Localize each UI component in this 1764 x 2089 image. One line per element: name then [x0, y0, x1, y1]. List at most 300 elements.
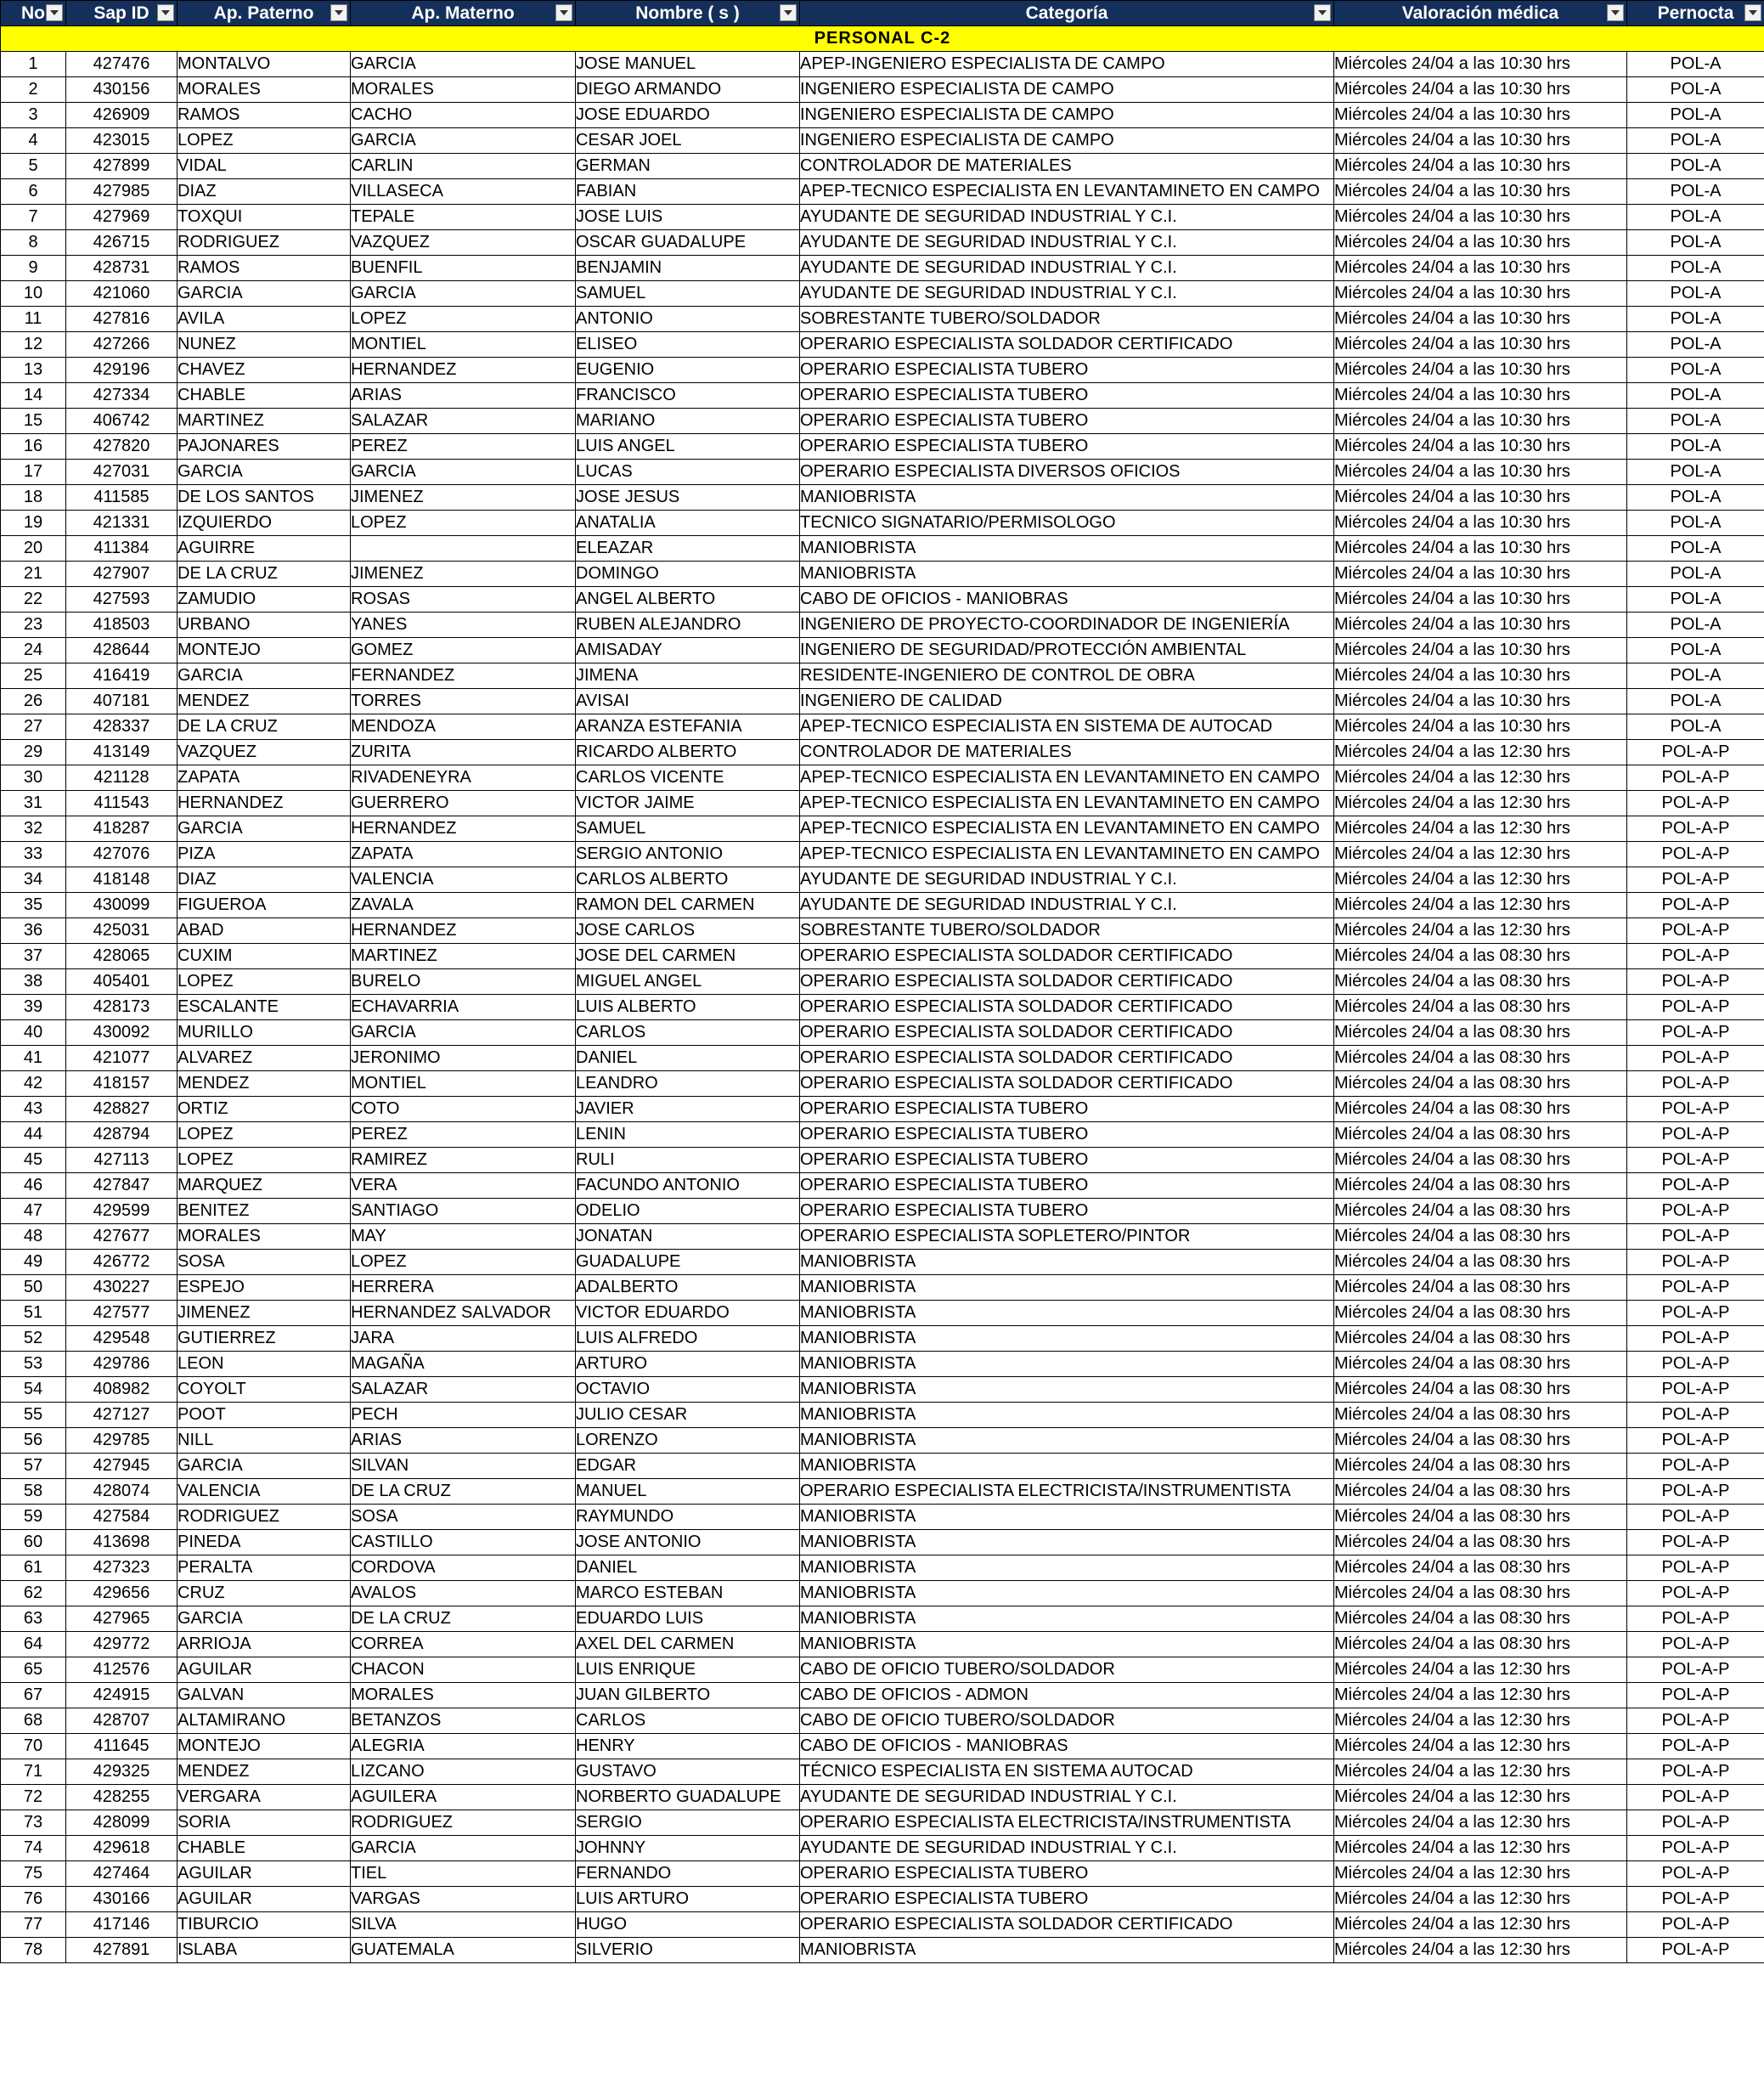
- cell-categoria[interactable]: OPERARIO ESPECIALISTA TUBERO: [800, 1173, 1334, 1199]
- cell-ap-materno[interactable]: HERNANDEZ SALVADOR: [351, 1301, 576, 1326]
- cell-no[interactable]: 68: [1, 1708, 66, 1734]
- cell-pernocta[interactable]: POL-A-P: [1627, 1581, 1764, 1606]
- cell-nombre[interactable]: LUIS ALFREDO: [576, 1326, 800, 1352]
- cell-categoria[interactable]: APEP-TECNICO ESPECIALISTA EN LEVANTAMINETO EN CAMPO: [800, 179, 1334, 205]
- cell-ap-materno[interactable]: RAMIREZ: [351, 1148, 576, 1173]
- cell-ap-materno[interactable]: RODRIGUEZ: [351, 1810, 576, 1836]
- cell-ap-paterno[interactable]: LOPEZ: [178, 1148, 351, 1173]
- cell-sap-id[interactable]: 427965: [66, 1606, 178, 1632]
- cell-nombre[interactable]: JOSE LUIS: [576, 205, 800, 230]
- cell-nombre[interactable]: ELEAZAR: [576, 536, 800, 562]
- cell-ap-paterno[interactable]: AGUIRRE: [178, 536, 351, 562]
- cell-sap-id[interactable]: 430166: [66, 1887, 178, 1912]
- cell-categoria[interactable]: AYUDANTE DE SEGURIDAD INDUSTRIAL Y C.I.: [800, 205, 1334, 230]
- cell-ap-paterno[interactable]: ZAMUDIO: [178, 587, 351, 613]
- cell-sap-id[interactable]: 427847: [66, 1173, 178, 1199]
- cell-no[interactable]: 70: [1, 1734, 66, 1759]
- cell-pernocta[interactable]: POL-A-P: [1627, 1887, 1764, 1912]
- cell-sap-id[interactable]: 428827: [66, 1097, 178, 1122]
- cell-sap-id[interactable]: 428644: [66, 638, 178, 663]
- cell-pernocta[interactable]: POL-A-P: [1627, 1606, 1764, 1632]
- cell-nombre[interactable]: EDUARDO LUIS: [576, 1606, 800, 1632]
- cell-sap-id[interactable]: 427113: [66, 1148, 178, 1173]
- cell-categoria[interactable]: APEP-INGENIERO ESPECIALISTA DE CAMPO: [800, 52, 1334, 77]
- cell-categoria[interactable]: AYUDANTE DE SEGURIDAD INDUSTRIAL Y C.I.: [800, 256, 1334, 281]
- cell-valoracion[interactable]: Miércoles 24/04 a las 12:30 hrs: [1334, 918, 1627, 944]
- cell-sap-id[interactable]: 427593: [66, 587, 178, 613]
- cell-ap-materno[interactable]: TIEL: [351, 1861, 576, 1887]
- cell-ap-paterno[interactable]: PAJONARES: [178, 434, 351, 460]
- cell-categoria[interactable]: MANIOBRISTA: [800, 485, 1334, 511]
- cell-nombre[interactable]: MANUEL: [576, 1479, 800, 1505]
- cell-sap-id[interactable]: 413149: [66, 740, 178, 765]
- cell-valoracion[interactable]: Miércoles 24/04 a las 12:30 hrs: [1334, 1657, 1627, 1683]
- cell-sap-id[interactable]: 425031: [66, 918, 178, 944]
- cell-ap-materno[interactable]: HERNANDEZ: [351, 816, 576, 842]
- cell-categoria[interactable]: OPERARIO ESPECIALISTA SOLDADOR CERTIFICADO: [800, 1020, 1334, 1046]
- cell-valoracion[interactable]: Miércoles 24/04 a las 08:30 hrs: [1334, 1428, 1627, 1454]
- cell-ap-paterno[interactable]: TOXQUI: [178, 205, 351, 230]
- cell-no[interactable]: 1: [1, 52, 66, 77]
- cell-ap-paterno[interactable]: RODRIGUEZ: [178, 230, 351, 256]
- cell-no[interactable]: 42: [1, 1071, 66, 1097]
- cell-no[interactable]: 56: [1, 1428, 66, 1454]
- cell-pernocta[interactable]: POL-A: [1627, 154, 1764, 179]
- cell-ap-materno[interactable]: HERNANDEZ: [351, 918, 576, 944]
- cell-sap-id[interactable]: 406742: [66, 409, 178, 434]
- cell-ap-paterno[interactable]: VERGARA: [178, 1785, 351, 1810]
- cell-ap-paterno[interactable]: DE LOS SANTOS: [178, 485, 351, 511]
- cell-pernocta[interactable]: POL-A-P: [1627, 969, 1764, 995]
- cell-ap-materno[interactable]: MORALES: [351, 77, 576, 103]
- cell-ap-materno[interactable]: GARCIA: [351, 52, 576, 77]
- cell-categoria[interactable]: OPERARIO ESPECIALISTA SOLDADOR CERTIFICADO: [800, 969, 1334, 995]
- cell-sap-id[interactable]: 427891: [66, 1938, 178, 1963]
- cell-sap-id[interactable]: 428173: [66, 995, 178, 1020]
- cell-nombre[interactable]: LUIS ARTURO: [576, 1887, 800, 1912]
- cell-nombre[interactable]: JONATAN: [576, 1224, 800, 1250]
- cell-sap-id[interactable]: 418503: [66, 613, 178, 638]
- cell-nombre[interactable]: VICTOR JAIME: [576, 791, 800, 816]
- cell-nombre[interactable]: DIEGO ARMANDO: [576, 77, 800, 103]
- cell-ap-materno[interactable]: VARGAS: [351, 1887, 576, 1912]
- cell-ap-paterno[interactable]: SORIA: [178, 1810, 351, 1836]
- cell-categoria[interactable]: MANIOBRISTA: [800, 1326, 1334, 1352]
- cell-ap-paterno[interactable]: MARQUEZ: [178, 1173, 351, 1199]
- cell-ap-materno[interactable]: GARCIA: [351, 1020, 576, 1046]
- cell-ap-paterno[interactable]: ARRIOJA: [178, 1632, 351, 1657]
- cell-valoracion[interactable]: Miércoles 24/04 a las 10:30 hrs: [1334, 638, 1627, 663]
- cell-sap-id[interactable]: 427899: [66, 154, 178, 179]
- cell-pernocta[interactable]: POL-A: [1627, 256, 1764, 281]
- cell-sap-id[interactable]: 427820: [66, 434, 178, 460]
- cell-ap-materno[interactable]: ECHAVARRIA: [351, 995, 576, 1020]
- cell-nombre[interactable]: JULIO CESAR: [576, 1403, 800, 1428]
- cell-categoria[interactable]: CONTROLADOR DE MATERIALES: [800, 154, 1334, 179]
- cell-no[interactable]: 39: [1, 995, 66, 1020]
- cell-no[interactable]: 48: [1, 1224, 66, 1250]
- cell-pernocta[interactable]: POL-A-P: [1627, 1173, 1764, 1199]
- cell-categoria[interactable]: CABO DE OFICIOS - MANIOBRAS: [800, 587, 1334, 613]
- cell-valoracion[interactable]: Miércoles 24/04 a las 08:30 hrs: [1334, 1250, 1627, 1275]
- cell-sap-id[interactable]: 411543: [66, 791, 178, 816]
- cell-ap-paterno[interactable]: RAMOS: [178, 256, 351, 281]
- cell-sap-id[interactable]: 427266: [66, 332, 178, 358]
- cell-no[interactable]: 2: [1, 77, 66, 103]
- cell-nombre[interactable]: FRANCISCO: [576, 383, 800, 409]
- cell-nombre[interactable]: LUIS ALBERTO: [576, 995, 800, 1020]
- cell-no[interactable]: 17: [1, 460, 66, 485]
- cell-sap-id[interactable]: 429599: [66, 1199, 178, 1224]
- cell-valoracion[interactable]: Miércoles 24/04 a las 08:30 hrs: [1334, 1352, 1627, 1377]
- cell-no[interactable]: 30: [1, 765, 66, 791]
- cell-no[interactable]: 49: [1, 1250, 66, 1275]
- cell-pernocta[interactable]: POL-A: [1627, 358, 1764, 383]
- cell-ap-paterno[interactable]: TIBURCIO: [178, 1912, 351, 1938]
- cell-no[interactable]: 29: [1, 740, 66, 765]
- cell-nombre[interactable]: MARCO ESTEBAN: [576, 1581, 800, 1606]
- cell-no[interactable]: 16: [1, 434, 66, 460]
- cell-valoracion[interactable]: Miércoles 24/04 a las 10:30 hrs: [1334, 460, 1627, 485]
- cell-pernocta[interactable]: POL-A-P: [1627, 1479, 1764, 1505]
- cell-no[interactable]: 59: [1, 1505, 66, 1530]
- cell-ap-materno[interactable]: AGUILERA: [351, 1785, 576, 1810]
- cell-sap-id[interactable]: 429548: [66, 1326, 178, 1352]
- cell-pernocta[interactable]: POL-A: [1627, 638, 1764, 663]
- cell-nombre[interactable]: CARLOS: [576, 1020, 800, 1046]
- cell-ap-materno[interactable]: CASTILLO: [351, 1530, 576, 1555]
- cell-nombre[interactable]: JAVIER: [576, 1097, 800, 1122]
- cell-valoracion[interactable]: Miércoles 24/04 a las 10:30 hrs: [1334, 128, 1627, 154]
- cell-sap-id[interactable]: 427476: [66, 52, 178, 77]
- cell-no[interactable]: 78: [1, 1938, 66, 1963]
- cell-valoracion[interactable]: Miércoles 24/04 a las 10:30 hrs: [1334, 383, 1627, 409]
- cell-valoracion[interactable]: Miércoles 24/04 a las 08:30 hrs: [1334, 1377, 1627, 1403]
- cell-sap-id[interactable]: 418148: [66, 867, 178, 893]
- filter-dropdown-icon[interactable]: [780, 4, 797, 21]
- cell-ap-materno[interactable]: VALENCIA: [351, 867, 576, 893]
- cell-sap-id[interactable]: 429656: [66, 1581, 178, 1606]
- cell-no[interactable]: 14: [1, 383, 66, 409]
- cell-categoria[interactable]: INGENIERO ESPECIALISTA DE CAMPO: [800, 128, 1334, 154]
- cell-ap-paterno[interactable]: IZQUIERDO: [178, 511, 351, 536]
- cell-nombre[interactable]: CESAR JOEL: [576, 128, 800, 154]
- cell-no[interactable]: 22: [1, 587, 66, 613]
- cell-ap-materno[interactable]: MAY: [351, 1224, 576, 1250]
- cell-nombre[interactable]: ANGEL ALBERTO: [576, 587, 800, 613]
- cell-nombre[interactable]: ARTURO: [576, 1352, 800, 1377]
- cell-pernocta[interactable]: POL-A-P: [1627, 1861, 1764, 1887]
- cell-ap-materno[interactable]: ROSAS: [351, 587, 576, 613]
- cell-nombre[interactable]: ANATALIA: [576, 511, 800, 536]
- cell-valoracion[interactable]: Miércoles 24/04 a las 12:30 hrs: [1334, 740, 1627, 765]
- cell-ap-materno[interactable]: ARIAS: [351, 1428, 576, 1454]
- cell-ap-paterno[interactable]: HERNANDEZ: [178, 791, 351, 816]
- cell-no[interactable]: 60: [1, 1530, 66, 1555]
- filter-dropdown-icon[interactable]: [1607, 4, 1624, 21]
- cell-ap-paterno[interactable]: MENDEZ: [178, 1759, 351, 1785]
- cell-categoria[interactable]: AYUDANTE DE SEGURIDAD INDUSTRIAL Y C.I.: [800, 230, 1334, 256]
- cell-valoracion[interactable]: Miércoles 24/04 a las 12:30 hrs: [1334, 1785, 1627, 1810]
- cell-valoracion[interactable]: Miércoles 24/04 a las 12:30 hrs: [1334, 1708, 1627, 1734]
- cell-no[interactable]: 33: [1, 842, 66, 867]
- cell-ap-paterno[interactable]: RODRIGUEZ: [178, 1505, 351, 1530]
- cell-ap-paterno[interactable]: VIDAL: [178, 154, 351, 179]
- cell-valoracion[interactable]: Miércoles 24/04 a las 10:30 hrs: [1334, 613, 1627, 638]
- cell-valoracion[interactable]: Miércoles 24/04 a las 12:30 hrs: [1334, 1861, 1627, 1887]
- cell-valoracion[interactable]: Miércoles 24/04 a las 08:30 hrs: [1334, 1581, 1627, 1606]
- cell-nombre[interactable]: BENJAMIN: [576, 256, 800, 281]
- cell-nombre[interactable]: LORENZO: [576, 1428, 800, 1454]
- cell-valoracion[interactable]: Miércoles 24/04 a las 10:30 hrs: [1334, 663, 1627, 689]
- cell-nombre[interactable]: JOSE JESUS: [576, 485, 800, 511]
- cell-pernocta[interactable]: POL-A-P: [1627, 1326, 1764, 1352]
- cell-ap-materno[interactable]: DE LA CRUZ: [351, 1606, 576, 1632]
- cell-nombre[interactable]: AMISADAY: [576, 638, 800, 663]
- cell-nombre[interactable]: SILVERIO: [576, 1938, 800, 1963]
- cell-nombre[interactable]: HENRY: [576, 1734, 800, 1759]
- cell-ap-paterno[interactable]: PIZA: [178, 842, 351, 867]
- cell-ap-paterno[interactable]: DE LA CRUZ: [178, 714, 351, 740]
- cell-pernocta[interactable]: POL-A-P: [1627, 1555, 1764, 1581]
- cell-categoria[interactable]: TECNICO SIGNATARIO/PERMISOLOGO: [800, 511, 1334, 536]
- cell-pernocta[interactable]: POL-A-P: [1627, 1020, 1764, 1046]
- cell-sap-id[interactable]: 412576: [66, 1657, 178, 1683]
- cell-valoracion[interactable]: Miércoles 24/04 a las 08:30 hrs: [1334, 1275, 1627, 1301]
- cell-categoria[interactable]: APEP-TECNICO ESPECIALISTA EN SISTEMA DE AUTOCAD: [800, 714, 1334, 740]
- cell-nombre[interactable]: ADALBERTO: [576, 1275, 800, 1301]
- cell-no[interactable]: 62: [1, 1581, 66, 1606]
- cell-no[interactable]: 18: [1, 485, 66, 511]
- cell-pernocta[interactable]: POL-A: [1627, 383, 1764, 409]
- cell-no[interactable]: 77: [1, 1912, 66, 1938]
- cell-nombre[interactable]: JIMENA: [576, 663, 800, 689]
- cell-no[interactable]: 15: [1, 409, 66, 434]
- cell-pernocta[interactable]: POL-A-P: [1627, 1938, 1764, 1963]
- cell-nombre[interactable]: RAYMUNDO: [576, 1505, 800, 1530]
- cell-ap-materno[interactable]: LOPEZ: [351, 511, 576, 536]
- cell-nombre[interactable]: CARLOS: [576, 1708, 800, 1734]
- cell-sap-id[interactable]: 430092: [66, 1020, 178, 1046]
- cell-ap-paterno[interactable]: MONTEJO: [178, 1734, 351, 1759]
- cell-no[interactable]: 57: [1, 1454, 66, 1479]
- cell-categoria[interactable]: OPERARIO ESPECIALISTA TUBERO: [800, 1148, 1334, 1173]
- cell-ap-materno[interactable]: ARIAS: [351, 383, 576, 409]
- cell-pernocta[interactable]: POL-A-P: [1627, 1632, 1764, 1657]
- cell-pernocta[interactable]: POL-A-P: [1627, 1097, 1764, 1122]
- cell-categoria[interactable]: OPERARIO ESPECIALISTA SOLDADOR CERTIFICADO: [800, 1046, 1334, 1071]
- cell-categoria[interactable]: MANIOBRISTA: [800, 1428, 1334, 1454]
- cell-categoria[interactable]: OPERARIO ESPECIALISTA TUBERO: [800, 1887, 1334, 1912]
- cell-nombre[interactable]: ELISEO: [576, 332, 800, 358]
- cell-valoracion[interactable]: Miércoles 24/04 a las 08:30 hrs: [1334, 1479, 1627, 1505]
- cell-ap-materno[interactable]: JIMENEZ: [351, 562, 576, 587]
- cell-ap-materno[interactable]: CORREA: [351, 1632, 576, 1657]
- cell-sap-id[interactable]: 418287: [66, 816, 178, 842]
- cell-categoria[interactable]: MANIOBRISTA: [800, 1555, 1334, 1581]
- cell-categoria[interactable]: MANIOBRISTA: [800, 562, 1334, 587]
- cell-sap-id[interactable]: 417146: [66, 1912, 178, 1938]
- cell-ap-paterno[interactable]: JIMENEZ: [178, 1301, 351, 1326]
- cell-ap-paterno[interactable]: LOPEZ: [178, 1122, 351, 1148]
- cell-pernocta[interactable]: POL-A: [1627, 562, 1764, 587]
- cell-ap-materno[interactable]: MARTINEZ: [351, 944, 576, 969]
- cell-valoracion[interactable]: Miércoles 24/04 a las 08:30 hrs: [1334, 1122, 1627, 1148]
- cell-no[interactable]: 50: [1, 1275, 66, 1301]
- cell-pernocta[interactable]: POL-A-P: [1627, 1836, 1764, 1861]
- cell-ap-materno[interactable]: VERA: [351, 1173, 576, 1199]
- cell-valoracion[interactable]: Miércoles 24/04 a las 10:30 hrs: [1334, 154, 1627, 179]
- cell-ap-paterno[interactable]: ZAPATA: [178, 765, 351, 791]
- cell-no[interactable]: 52: [1, 1326, 66, 1352]
- cell-categoria[interactable]: MANIOBRISTA: [800, 1581, 1334, 1606]
- cell-no[interactable]: 63: [1, 1606, 66, 1632]
- cell-categoria[interactable]: OPERARIO ESPECIALISTA SOLDADOR CERTIFICADO: [800, 1912, 1334, 1938]
- cell-sap-id[interactable]: 428255: [66, 1785, 178, 1810]
- cell-nombre[interactable]: JOSE CARLOS: [576, 918, 800, 944]
- cell-ap-materno[interactable]: CHACON: [351, 1657, 576, 1683]
- cell-ap-paterno[interactable]: ESPEJO: [178, 1275, 351, 1301]
- cell-pernocta[interactable]: POL-A-P: [1627, 791, 1764, 816]
- cell-categoria[interactable]: MANIOBRISTA: [800, 1454, 1334, 1479]
- cell-ap-paterno[interactable]: GARCIA: [178, 816, 351, 842]
- cell-valoracion[interactable]: Miércoles 24/04 a las 08:30 hrs: [1334, 1173, 1627, 1199]
- cell-nombre[interactable]: LENIN: [576, 1122, 800, 1148]
- cell-ap-materno[interactable]: MONTIEL: [351, 1071, 576, 1097]
- cell-sap-id[interactable]: 421128: [66, 765, 178, 791]
- cell-ap-materno[interactable]: DE LA CRUZ: [351, 1479, 576, 1505]
- cell-ap-materno[interactable]: VAZQUEZ: [351, 230, 576, 256]
- cell-ap-paterno[interactable]: MENDEZ: [178, 689, 351, 714]
- cell-categoria[interactable]: MANIOBRISTA: [800, 1352, 1334, 1377]
- cell-categoria[interactable]: OPERARIO ESPECIALISTA TUBERO: [800, 358, 1334, 383]
- cell-categoria[interactable]: OPERARIO ESPECIALISTA ELECTRICISTA/INSTRUMENTISTA: [800, 1479, 1334, 1505]
- cell-no[interactable]: 51: [1, 1301, 66, 1326]
- cell-pernocta[interactable]: POL-A-P: [1627, 1199, 1764, 1224]
- cell-pernocta[interactable]: POL-A: [1627, 230, 1764, 256]
- cell-ap-materno[interactable]: FERNANDEZ: [351, 663, 576, 689]
- cell-valoracion[interactable]: Miércoles 24/04 a las 08:30 hrs: [1334, 1403, 1627, 1428]
- cell-sap-id[interactable]: 416419: [66, 663, 178, 689]
- cell-categoria[interactable]: AYUDANTE DE SEGURIDAD INDUSTRIAL Y C.I.: [800, 281, 1334, 307]
- cell-categoria[interactable]: OPERARIO ESPECIALISTA TUBERO: [800, 1199, 1334, 1224]
- cell-ap-materno[interactable]: LOPEZ: [351, 307, 576, 332]
- cell-pernocta[interactable]: POL-A-P: [1627, 1505, 1764, 1530]
- cell-ap-paterno[interactable]: CRUZ: [178, 1581, 351, 1606]
- cell-nombre[interactable]: GERMAN: [576, 154, 800, 179]
- cell-nombre[interactable]: EDGAR: [576, 1454, 800, 1479]
- cell-no[interactable]: 47: [1, 1199, 66, 1224]
- cell-nombre[interactable]: FABIAN: [576, 179, 800, 205]
- cell-nombre[interactable]: HUGO: [576, 1912, 800, 1938]
- cell-ap-paterno[interactable]: MURILLO: [178, 1020, 351, 1046]
- cell-sap-id[interactable]: 430156: [66, 77, 178, 103]
- cell-sap-id[interactable]: 427127: [66, 1403, 178, 1428]
- cell-categoria[interactable]: AYUDANTE DE SEGURIDAD INDUSTRIAL Y C.I.: [800, 1785, 1334, 1810]
- cell-pernocta[interactable]: POL-A-P: [1627, 1785, 1764, 1810]
- cell-pernocta[interactable]: POL-A-P: [1627, 1301, 1764, 1326]
- cell-sap-id[interactable]: 429786: [66, 1352, 178, 1377]
- cell-ap-materno[interactable]: LOPEZ: [351, 1250, 576, 1275]
- cell-categoria[interactable]: OPERARIO ESPECIALISTA SOLDADOR CERTIFICADO: [800, 332, 1334, 358]
- cell-valoracion[interactable]: Miércoles 24/04 a las 10:30 hrs: [1334, 179, 1627, 205]
- cell-categoria[interactable]: MANIOBRISTA: [800, 1275, 1334, 1301]
- cell-no[interactable]: 55: [1, 1403, 66, 1428]
- cell-categoria[interactable]: AYUDANTE DE SEGURIDAD INDUSTRIAL Y C.I.: [800, 893, 1334, 918]
- cell-ap-paterno[interactable]: FIGUEROA: [178, 893, 351, 918]
- cell-no[interactable]: 76: [1, 1887, 66, 1912]
- cell-sap-id[interactable]: 429772: [66, 1632, 178, 1657]
- cell-pernocta[interactable]: POL-A-P: [1627, 1428, 1764, 1454]
- cell-sap-id[interactable]: 427584: [66, 1505, 178, 1530]
- cell-categoria[interactable]: OPERARIO ESPECIALISTA SOPLETERO/PINTOR: [800, 1224, 1334, 1250]
- cell-sap-id[interactable]: 426909: [66, 103, 178, 128]
- cell-nombre[interactable]: FERNANDO: [576, 1861, 800, 1887]
- cell-nombre[interactable]: FACUNDO ANTONIO: [576, 1173, 800, 1199]
- cell-categoria[interactable]: OPERARIO ESPECIALISTA SOLDADOR CERTIFICADO: [800, 944, 1334, 969]
- cell-sap-id[interactable]: 429196: [66, 358, 178, 383]
- cell-valoracion[interactable]: Miércoles 24/04 a las 10:30 hrs: [1334, 409, 1627, 434]
- cell-no[interactable]: 46: [1, 1173, 66, 1199]
- cell-pernocta[interactable]: POL-A: [1627, 434, 1764, 460]
- cell-nombre[interactable]: JOSE ANTONIO: [576, 1530, 800, 1555]
- cell-valoracion[interactable]: Miércoles 24/04 a las 08:30 hrs: [1334, 1071, 1627, 1097]
- cell-valoracion[interactable]: Miércoles 24/04 a las 10:30 hrs: [1334, 358, 1627, 383]
- cell-valoracion[interactable]: Miércoles 24/04 a las 10:30 hrs: [1334, 485, 1627, 511]
- cell-categoria[interactable]: MANIOBRISTA: [800, 1377, 1334, 1403]
- cell-no[interactable]: 6: [1, 179, 66, 205]
- cell-ap-materno[interactable]: GOMEZ: [351, 638, 576, 663]
- cell-valoracion[interactable]: Miércoles 24/04 a las 10:30 hrs: [1334, 562, 1627, 587]
- cell-nombre[interactable]: SERGIO: [576, 1810, 800, 1836]
- cell-pernocta[interactable]: POL-A-P: [1627, 893, 1764, 918]
- cell-valoracion[interactable]: Miércoles 24/04 a las 10:30 hrs: [1334, 587, 1627, 613]
- cell-pernocta[interactable]: POL-A: [1627, 52, 1764, 77]
- cell-pernocta[interactable]: POL-A: [1627, 587, 1764, 613]
- cell-no[interactable]: 34: [1, 867, 66, 893]
- filter-dropdown-icon[interactable]: [46, 4, 63, 21]
- cell-pernocta[interactable]: POL-A-P: [1627, 867, 1764, 893]
- cell-sap-id[interactable]: 421077: [66, 1046, 178, 1071]
- cell-categoria[interactable]: APEP-TECNICO ESPECIALISTA EN LEVANTAMINETO EN CAMPO: [800, 816, 1334, 842]
- cell-valoracion[interactable]: Miércoles 24/04 a las 12:30 hrs: [1334, 1912, 1627, 1938]
- cell-ap-paterno[interactable]: CHAVEZ: [178, 358, 351, 383]
- cell-sap-id[interactable]: 429785: [66, 1428, 178, 1454]
- cell-no[interactable]: 26: [1, 689, 66, 714]
- cell-ap-materno[interactable]: ZAPATA: [351, 842, 576, 867]
- cell-pernocta[interactable]: POL-A-P: [1627, 1224, 1764, 1250]
- cell-ap-materno[interactable]: JIMENEZ: [351, 485, 576, 511]
- cell-nombre[interactable]: GUSTAVO: [576, 1759, 800, 1785]
- cell-no[interactable]: 24: [1, 638, 66, 663]
- cell-pernocta[interactable]: POL-A: [1627, 485, 1764, 511]
- cell-ap-paterno[interactable]: VAZQUEZ: [178, 740, 351, 765]
- cell-valoracion[interactable]: Miércoles 24/04 a las 08:30 hrs: [1334, 1555, 1627, 1581]
- cell-ap-materno[interactable]: CORDOVA: [351, 1555, 576, 1581]
- cell-no[interactable]: 54: [1, 1377, 66, 1403]
- cell-ap-materno[interactable]: ZAVALA: [351, 893, 576, 918]
- cell-categoria[interactable]: MANIOBRISTA: [800, 1938, 1334, 1963]
- cell-ap-paterno[interactable]: COYOLT: [178, 1377, 351, 1403]
- cell-ap-materno[interactable]: HERNANDEZ: [351, 358, 576, 383]
- cell-ap-paterno[interactable]: LOPEZ: [178, 128, 351, 154]
- cell-categoria[interactable]: MANIOBRISTA: [800, 1530, 1334, 1555]
- cell-sap-id[interactable]: 427577: [66, 1301, 178, 1326]
- cell-categoria[interactable]: APEP-TECNICO ESPECIALISTA EN LEVANTAMINETO EN CAMPO: [800, 842, 1334, 867]
- cell-ap-materno[interactable]: LIZCANO: [351, 1759, 576, 1785]
- cell-nombre[interactable]: RUBEN ALEJANDRO: [576, 613, 800, 638]
- cell-ap-paterno[interactable]: ESCALANTE: [178, 995, 351, 1020]
